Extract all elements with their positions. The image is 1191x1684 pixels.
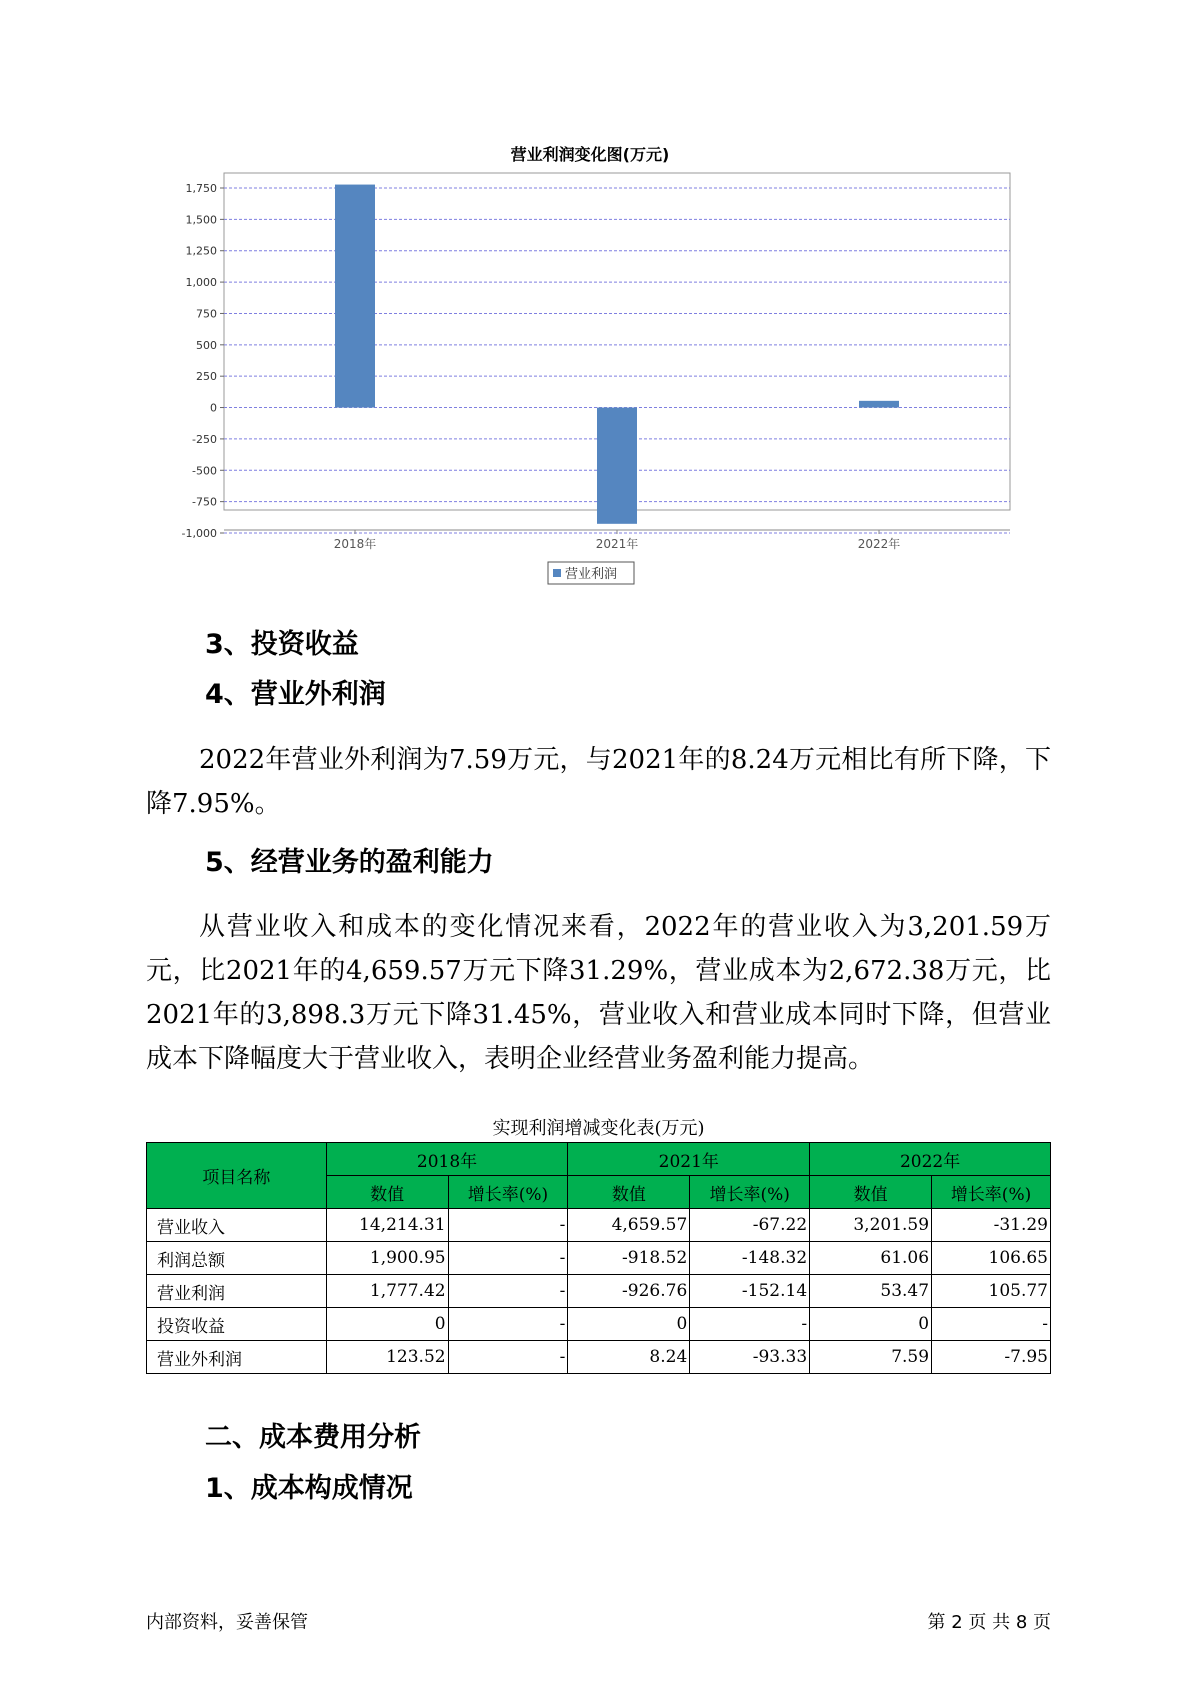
- header-growth: 增长率(%): [690, 1176, 810, 1209]
- paragraph-profitability: 从营业收入和成本的变化情况来看，2022年的营业收入为3,201.59万元，比2021年的4,659.57万元下降31.29%，营业成本为2,672.38万元，比2021年的3,898.3万元下降31.45%，营业收入和营业成本同时下降，但营业成本下降幅度大于营业收入，表明企业经营业务盈利能力提高。: [146, 912, 1051, 1074]
- y-tick-label: 1,250: [185, 244, 217, 258]
- cell: -67.22: [690, 1209, 810, 1242]
- cell: 53.47: [810, 1275, 932, 1308]
- cell: -152.14: [690, 1275, 810, 1308]
- cell: 105.77: [932, 1275, 1051, 1308]
- heading-cost-composition: 1、成本构成情况: [205, 1473, 413, 1504]
- cell: 106.65: [932, 1242, 1051, 1275]
- heading-profitability: 5、经营业务的盈利能力: [205, 847, 494, 878]
- header-value: 数值: [810, 1176, 932, 1209]
- header-growth: 增长率(%): [932, 1176, 1051, 1209]
- x-tick-label: 2018年: [333, 537, 377, 551]
- cell: -926.76: [568, 1275, 690, 1308]
- table-caption: 实现利润增减变化表(万元): [492, 1118, 705, 1139]
- cell: 0: [326, 1308, 448, 1341]
- y-tick-label: -1,000: [181, 527, 217, 540]
- chart-title: 营业利润变化图(万元): [510, 145, 670, 164]
- cell: -7.95: [932, 1341, 1051, 1374]
- y-tick-label: 1,750: [185, 182, 217, 195]
- cell: 1,777.42: [326, 1275, 448, 1308]
- cell: 1,900.95: [326, 1242, 448, 1275]
- cell: -31.29: [932, 1209, 1051, 1242]
- header-year: 2022年: [810, 1143, 1051, 1176]
- y-tick-label: 250: [196, 370, 217, 384]
- paragraph-non-operating: 2022年营业外利润为7.59万元，与2021年的8.24万元相比有所下降，下降7.95%。: [146, 745, 1051, 819]
- cell: 61.06: [810, 1242, 932, 1275]
- cell: 0: [810, 1308, 932, 1341]
- bar: [597, 408, 637, 524]
- header-year: 2018年: [326, 1143, 568, 1176]
- cell: -148.32: [690, 1242, 810, 1275]
- legend-swatch: [553, 569, 561, 577]
- cell: -: [932, 1308, 1051, 1341]
- profit-change-table: [146, 1142, 1051, 1374]
- row-label: 营业利润: [147, 1275, 327, 1308]
- footer-page-number: 第 2 页 共 8 页: [927, 1612, 1051, 1633]
- row-label: 营业收入: [147, 1209, 327, 1242]
- header-growth: 增长率(%): [448, 1176, 568, 1209]
- y-tick-label: -500: [192, 464, 217, 478]
- table-row: [147, 1209, 1051, 1242]
- header-year: 2021年: [568, 1143, 810, 1176]
- cell: -: [690, 1308, 810, 1341]
- row-label: 营业外利润: [147, 1341, 327, 1374]
- header-item-name: 项目名称: [147, 1143, 327, 1209]
- table-row: [147, 1341, 1051, 1374]
- y-tick-label: 0: [210, 401, 217, 415]
- cell: 7.59: [810, 1341, 932, 1374]
- y-tick-label: 1,000: [185, 276, 217, 290]
- cell: 0: [568, 1308, 690, 1341]
- cell: -: [448, 1242, 568, 1275]
- cell: 123.52: [326, 1341, 448, 1374]
- footer-confidential: 内部资料，妥善保管: [146, 1612, 308, 1633]
- cell: 3,201.59: [810, 1209, 932, 1242]
- bar: [335, 185, 375, 408]
- cell: -918.52: [568, 1242, 690, 1275]
- y-tick-label: 1,500: [185, 213, 217, 227]
- profit-chart: [150, 130, 1030, 600]
- bar: [859, 401, 899, 408]
- x-tick-label: 2021年: [595, 537, 639, 551]
- table-row: [147, 1308, 1051, 1341]
- table-row: [147, 1242, 1051, 1275]
- cell: -: [448, 1209, 568, 1242]
- chart-svg: [150, 130, 1030, 600]
- legend-label: 营业利润: [565, 567, 618, 582]
- cell: -: [448, 1275, 568, 1308]
- table-row: [147, 1275, 1051, 1308]
- cell: -: [448, 1341, 568, 1374]
- row-label: 投资收益: [147, 1308, 327, 1341]
- cell: 8.24: [568, 1341, 690, 1374]
- heading-cost-analysis: 二、成本费用分析: [205, 1422, 421, 1453]
- heading-investment-income: 3、投资收益: [205, 629, 359, 660]
- cell: -93.33: [690, 1341, 810, 1374]
- y-tick-label: -250: [192, 432, 217, 446]
- header-value: 数值: [568, 1176, 690, 1209]
- cell: 4,659.57: [568, 1209, 690, 1242]
- row-label: 利润总额: [147, 1242, 327, 1275]
- y-tick-label: 500: [196, 338, 217, 352]
- x-tick-label: 2022年: [857, 537, 901, 551]
- heading-non-operating-profit: 4、营业外利润: [205, 679, 386, 710]
- y-tick-label: 750: [196, 307, 217, 321]
- cell: -: [448, 1308, 568, 1341]
- y-tick-label: -750: [192, 495, 217, 509]
- cell: 14,214.31: [326, 1209, 448, 1242]
- header-value: 数值: [326, 1176, 448, 1209]
